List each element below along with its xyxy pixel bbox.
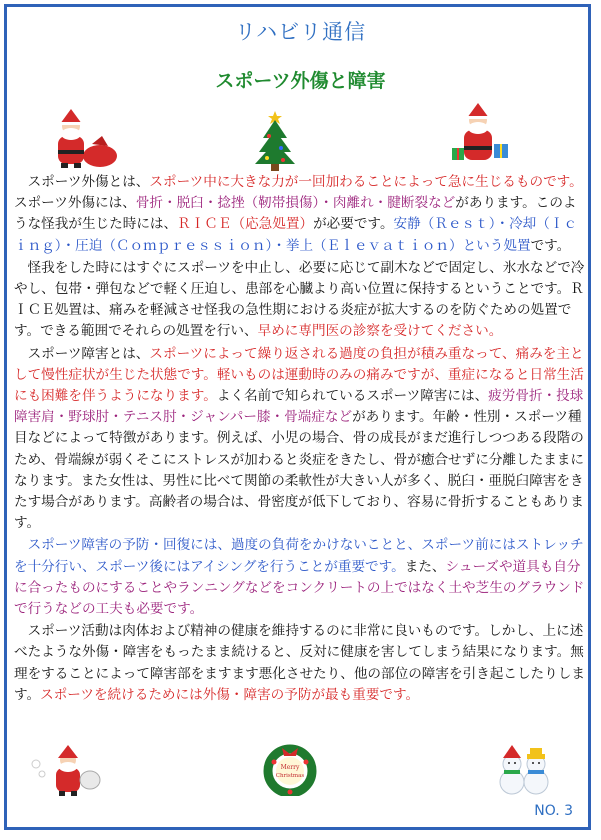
article-paragraph <box>14 535 588 620</box>
paragraph-segment: よく名前で知られているスポーツ障害には、 <box>216 388 489 405</box>
santa-with-sack-icon <box>40 106 120 170</box>
paragraph-segment: また、 <box>404 558 446 575</box>
paragraph-segment: という処置 <box>462 237 531 254</box>
paragraph-segment: 早めに専門医の診察を受けてください。 <box>257 323 503 340</box>
paragraph-segment: ＲＩＣＥ（応急処置） <box>177 216 314 233</box>
wreath-greeting-text: Merry <box>280 764 300 771</box>
paragraph-segment: があります。このような怪我が生じた時には、 <box>14 195 577 233</box>
paragraph-segment: スポーツによって繰り返される過度の負担が積み重なって、痛みを主として慢性症状が生じた状態です。軽いものは運動時のみの痛みですが、重症になると日常生活にも困難を伴うようになります。 <box>14 345 584 405</box>
article-paragraph <box>14 344 588 535</box>
page-subtitle: スポーツ外傷と障害 <box>215 70 386 92</box>
article-paragraph <box>14 621 588 706</box>
article-body <box>14 172 588 707</box>
santa-with-bag-icon <box>30 744 106 798</box>
paragraph-segment: 疲労骨折・投球障害肩・野球肘・テニス肘・ジャンパー膝・骨端症など <box>14 388 584 426</box>
paragraph-segment: スポーツ障害の予防・回復には、過度の負荷をかけないことと、スポーツ前にはストレッチを十分行い、スポーツ後にはアイシングを行うことが重要です。 <box>14 537 584 575</box>
christmas-tree-icon <box>253 108 297 172</box>
paragraph-segment: スポーツ外傷とは、 <box>27 174 150 190</box>
snowman-pair-icon <box>492 742 556 798</box>
page-title: リハビリ通信 <box>234 20 367 44</box>
paragraph-segment: スポーツを続けるためには外傷・障害の予防が最も重要です。 <box>40 686 420 703</box>
article-paragraph <box>14 258 588 343</box>
article-paragraph <box>14 172 588 257</box>
paragraph-segment: 骨折・脱臼・捻挫（靭帯損傷）・肉離れ・腱断裂など <box>135 195 456 212</box>
paragraph-segment: が必要です。 <box>313 216 394 233</box>
santa-with-gifts-icon <box>448 100 518 166</box>
paragraph-segment: スポーツ活動は肉体および精神の健康を維持するのに非常に良いものです。しかし、上に述べたような外傷・障害をもったまま続けると、反対に健康を害してしまう結果になります。無理をすることによって障害部をますます悪化させたり、他の部位の障害を引き起こしたりします。 <box>14 623 585 703</box>
christmas-wreath-icon <box>260 744 320 796</box>
paragraph-segment: スポーツ中に大きな力が一回加わることによって急に生じるものです。 <box>149 174 583 190</box>
svg-text:Christmas: Christmas <box>275 773 305 779</box>
paragraph-segment: シューズや道具も自分に合ったものにすることやランニングなどをコンクリートの上ではなく土や芝生のグラウンドで行うなどの工夫も必要です。 <box>14 558 585 618</box>
page-number: NO. 3 <box>534 803 573 819</box>
paragraph-segment: があります。年齢・性別・スポーツ種目などによって特徴があります。例えば、小児の場合、骨の成長がまだ進行しつつある段階のため、骨端線が弱くそこにストレスが加わると炎症をきたし、骨が癒合せずに分離したままになります。また女性は、男性に比べて関節の柔軟性が大きい人が多く、脱臼・亜脱臼障害をきたす場合があります。高齢者の場合は、骨密度が低下しており、容易に骨折することもあります。 <box>14 409 584 532</box>
paragraph-segment: です。 <box>530 237 571 254</box>
paragraph-segment: 怪我をした時にはすぐにスポーツを中止し、必要に応じて副木などで固定し、氷水などで冷やし、包帯・弾包などで軽く圧迫し、患部を心臓より高い位置に保持するということです。ＲＩＣＥ処置は、痛みを軽減させ怪我の急性期における炎症が拡大するのを防ぐための処置です。できる範囲でそれらの処置を行い、 <box>14 259 585 340</box>
paragraph-segment: 安静（Ｒｅｓｔ）・冷却（Ｉｃｉｎｇ）・圧迫（Ｃｏｍｐｒｅｓｓｉｏｎ）・挙上（Ｅｌｅｖａｔｉｏｎ） <box>14 216 578 254</box>
paragraph-segment: スポーツ障害とは、 <box>27 345 150 362</box>
paragraph-segment: スポーツ外傷には、 <box>14 195 136 212</box>
